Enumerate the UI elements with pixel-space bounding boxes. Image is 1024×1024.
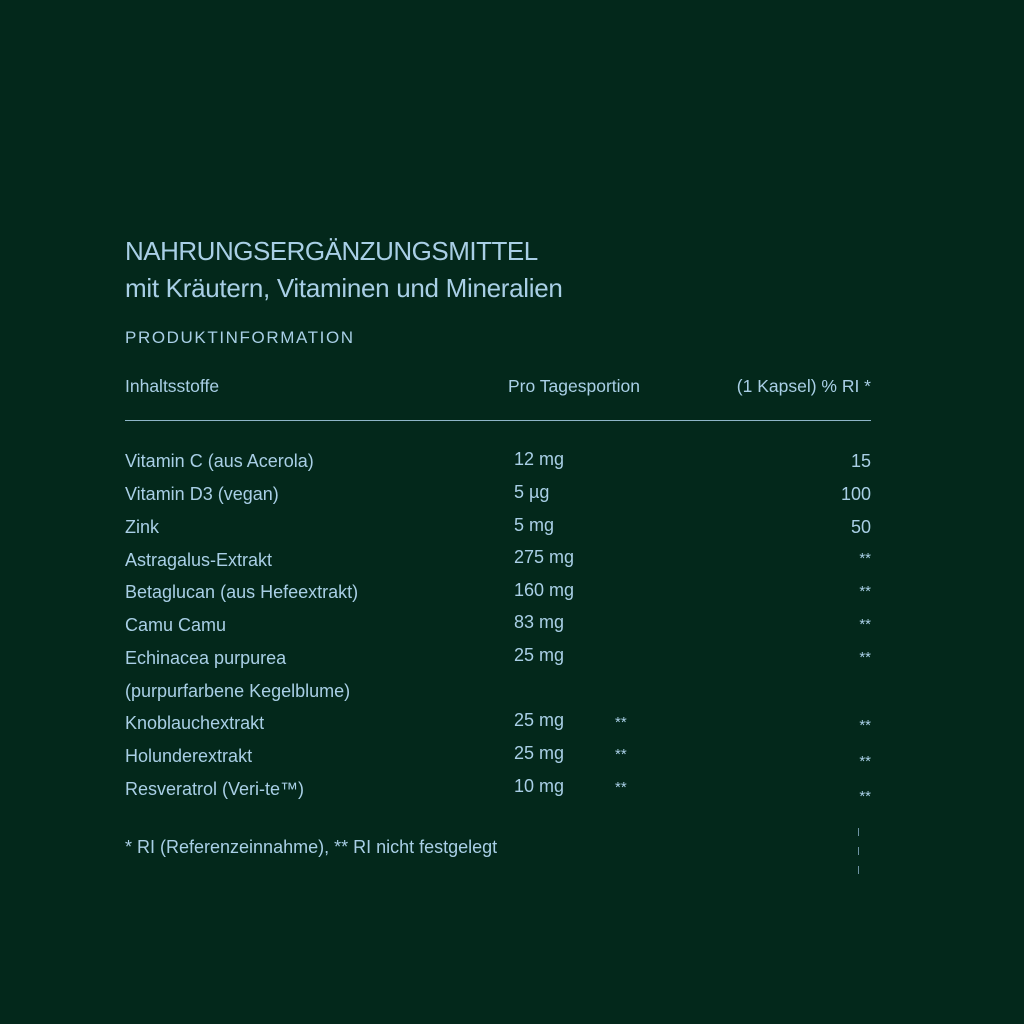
table-row-amount: 160 mg [514, 580, 575, 600]
column-header-daily-portion: Pro Tagesportion [508, 376, 640, 396]
table-row-ri: ** [859, 717, 871, 734]
table-row-amount: 12 mg [514, 449, 565, 469]
table-row-ri: ** [859, 649, 871, 666]
footnote: * RI (Referenzeinnahme), ** RI nicht festgelegt [125, 837, 498, 857]
section-label: PRODUKTINFORMATION [125, 328, 355, 347]
table-row-ri: ** [859, 550, 871, 567]
table-row-ri: ** [859, 616, 871, 633]
table-row-name: Betaglucan (aus Hefeextrakt) [125, 582, 359, 602]
table-row-amount: 25 mg [514, 645, 565, 665]
table-row-mark: ** [615, 779, 627, 796]
table-row-ri: ** [859, 583, 871, 600]
table-row-amount: 275 mg [514, 547, 575, 567]
divider-tick [858, 828, 859, 836]
table-row-name: Vitamin C (aus Acerola) [125, 451, 314, 471]
table-row-name: Zink [125, 517, 160, 537]
table-row-amount: 25 mg [514, 710, 565, 730]
table-row-amount: 10 mg [514, 776, 565, 796]
product-title: NAHRUNGSERGÄNZUNGSMITTEL [125, 236, 538, 266]
table-row-amount: 5 µg [514, 482, 550, 502]
table-row-amount: 25 mg [514, 743, 565, 763]
table-row-ri: ** [859, 753, 871, 770]
table-row-ri: 100 [840, 484, 871, 504]
table-row-name: Echinacea purpurea [125, 648, 287, 668]
divider-tick [858, 847, 859, 855]
table-row-mark: ** [615, 714, 627, 731]
table-row-ri: 50 [850, 517, 871, 537]
header-divider [125, 420, 871, 421]
table-row-name: Resveratrol (Veri-te™) [125, 779, 305, 799]
table-row-mark: ** [615, 746, 627, 763]
table-row-name: Astragalus-Extrakt [125, 550, 273, 570]
column-header-ingredients: Inhaltsstoffe [125, 376, 220, 396]
divider-tick [858, 866, 859, 874]
table-row-name: Vitamin D3 (vegan) [125, 484, 279, 504]
table-row-amount: 83 mg [514, 612, 565, 632]
table-row-name: Knoblauchextrakt [125, 713, 265, 733]
column-header-ri: (1 Kapsel) % RI * [736, 376, 871, 396]
table-row-ri: 15 [850, 451, 871, 471]
table-row-amount: 5 mg [514, 515, 555, 535]
table-row-name: Camu Camu [125, 615, 227, 635]
table-row-name-continuation: (purpurfarbene Kegelblume) [125, 681, 351, 701]
table-row-name: Holunderextrakt [125, 746, 253, 766]
product-subtitle: mit Kräutern, Vitaminen und Mineralien [125, 273, 563, 303]
table-row-ri: ** [859, 788, 871, 805]
